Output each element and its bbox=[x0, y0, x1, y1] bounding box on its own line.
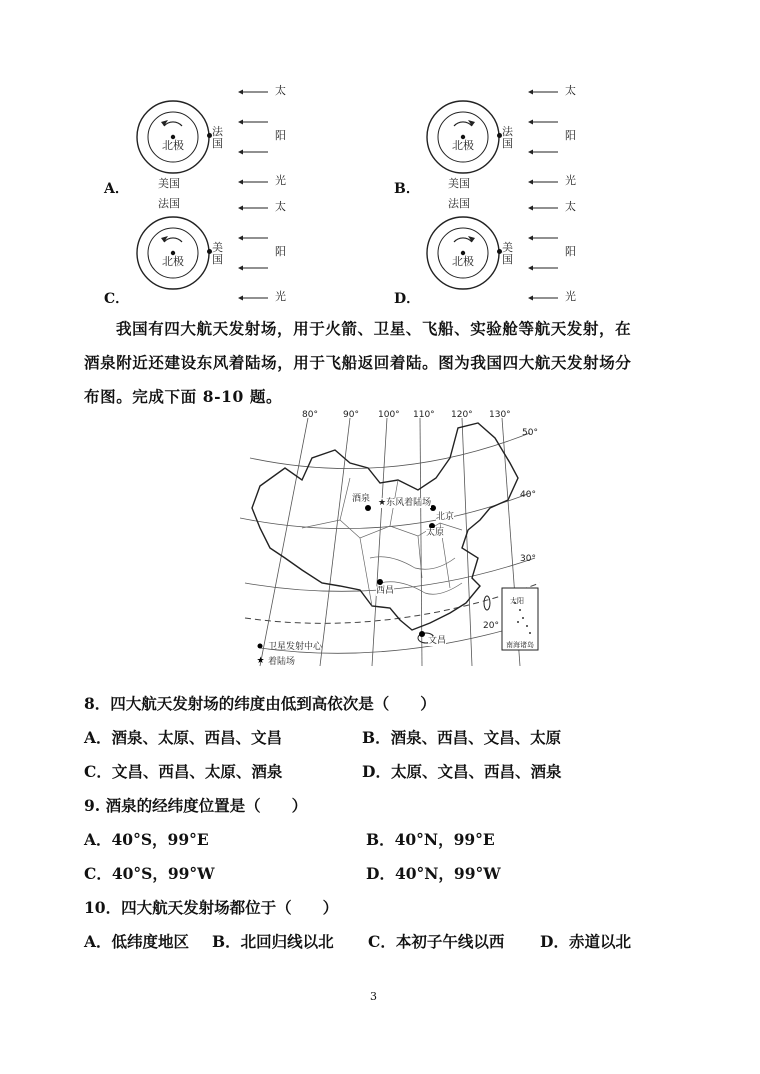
passage-line: 酒泉附近还建设东风着陆场，用于飞船返回着陆。图为我国四大航天发射场分 bbox=[84, 353, 632, 372]
sun-label-char: 阳 bbox=[565, 245, 576, 258]
diagram-option-a[interactable] bbox=[100, 82, 320, 192]
jiuquan-dot bbox=[365, 505, 371, 511]
north-pole-label: 北极 bbox=[162, 139, 184, 152]
passage-line: 我国有四大航天发射场，用于火箭、卫星、飞船、实验舱等航天发射，在 bbox=[116, 319, 632, 338]
city-label-xichang: 西昌 bbox=[376, 586, 395, 596]
lat-label: 30° bbox=[520, 554, 536, 564]
lon-label: 130° bbox=[489, 410, 511, 420]
lon-90-line bbox=[320, 418, 350, 666]
location-dot bbox=[207, 249, 212, 254]
question-stem: 8．四大航天发射场的纬度由低到高依次是（ ） bbox=[84, 694, 436, 713]
option-d[interactable]: D．太原、文昌、西昌、酒泉 bbox=[362, 762, 562, 781]
sun-label-char: 阳 bbox=[275, 129, 286, 142]
lat-label: 40° bbox=[520, 490, 536, 500]
location-label-bottom: 美国 bbox=[448, 177, 470, 190]
option-d[interactable]: D．40°N，99°W bbox=[366, 864, 501, 883]
diagram-option-c[interactable] bbox=[100, 198, 320, 308]
sun-label-char: 光 bbox=[275, 290, 286, 303]
city-label-taiyuan: 太原 bbox=[426, 528, 445, 538]
inset-title: 南海诸岛 bbox=[506, 641, 534, 649]
diagram-option-letter: B． bbox=[394, 181, 420, 197]
page-number: 3 bbox=[370, 990, 377, 1003]
lon-110-line bbox=[420, 418, 422, 666]
legend-dot bbox=[258, 644, 263, 649]
sun-label-char: 太 bbox=[275, 200, 286, 213]
option-b[interactable]: B．40°N，99°E bbox=[366, 830, 495, 849]
location-label-top: 法国 bbox=[448, 197, 470, 210]
taiwan-island bbox=[484, 596, 490, 610]
diagram-option-letter: A． bbox=[104, 181, 129, 197]
question-stem: 10．四大航天发射场都位于（ ） bbox=[84, 898, 339, 917]
option-c[interactable]: C．本初子午线以西 bbox=[368, 932, 505, 951]
passage-line: 布图。完成下面 8-10 题。 bbox=[84, 387, 283, 406]
location-label-right: 美国 bbox=[502, 241, 513, 266]
wenchang-dot bbox=[419, 631, 425, 637]
diagram-option-letter: C． bbox=[104, 291, 130, 307]
option-a[interactable]: A．40°S，99°E bbox=[84, 830, 209, 849]
diagram-option-d[interactable] bbox=[390, 198, 610, 308]
city-label-wenchang: 文昌 bbox=[428, 636, 447, 646]
option-b[interactable]: B．北回归线以北 bbox=[212, 932, 334, 951]
location-label-bottom: 美国 bbox=[158, 177, 180, 190]
legend-launch-label: 卫星发射中心 bbox=[268, 642, 323, 652]
xichang-dot bbox=[377, 579, 383, 585]
north-pole-label: 北极 bbox=[452, 255, 474, 268]
location-dot bbox=[497, 133, 502, 138]
diagram-option-b[interactable] bbox=[390, 82, 610, 192]
sun-label-char: 太 bbox=[565, 200, 576, 213]
north-pole-label: 北极 bbox=[162, 255, 184, 268]
sun-label-char: 光 bbox=[275, 174, 286, 187]
lon-100-line bbox=[372, 418, 387, 666]
option-b[interactable]: B．酒泉、西昌、文昌、太原 bbox=[362, 728, 562, 747]
lon-label: 100° bbox=[378, 410, 400, 420]
diagram-option-letter: D． bbox=[394, 291, 421, 307]
lon-label: 110° bbox=[413, 410, 435, 420]
legend-star: ★ bbox=[256, 656, 265, 666]
lat-label: 50° bbox=[522, 428, 538, 438]
sun-label-char: 阳 bbox=[565, 129, 576, 142]
option-c[interactable]: C．文昌、西昌、太原、酒泉 bbox=[84, 762, 283, 781]
city-label-beijing: 北京 bbox=[436, 512, 455, 522]
legend-landing-label: 着陆场 bbox=[268, 657, 296, 667]
city-label-landing: ★东风着陆场 bbox=[378, 498, 432, 508]
inset-label: 太阳 bbox=[510, 597, 524, 605]
location-label-right: 法国 bbox=[212, 125, 223, 150]
lat-label: 20° bbox=[483, 621, 499, 631]
sun-label-char: 光 bbox=[565, 290, 576, 303]
location-label-right: 美国 bbox=[212, 241, 223, 266]
lon-label: 120° bbox=[451, 410, 473, 420]
launch-site-map bbox=[240, 408, 540, 670]
passage bbox=[84, 312, 704, 414]
option-a[interactable]: A．酒泉、太原、西昌、文昌 bbox=[84, 728, 283, 747]
city-label-jiuquan: 酒泉 bbox=[352, 494, 371, 504]
location-dot bbox=[497, 249, 502, 254]
location-label-top: 法国 bbox=[158, 197, 180, 210]
question-stem: 9. 酒泉的经纬度位置是（ ） bbox=[84, 796, 308, 815]
lon-label: 90° bbox=[343, 410, 359, 420]
north-pole-label: 北极 bbox=[452, 139, 474, 152]
lon-label: 80° bbox=[302, 410, 318, 420]
lat-50-line bbox=[250, 433, 530, 469]
option-d[interactable]: D．赤道以北 bbox=[540, 932, 631, 951]
location-label-right: 法国 bbox=[502, 125, 513, 150]
sun-label-char: 太 bbox=[565, 84, 576, 97]
location-dot bbox=[207, 133, 212, 138]
option-a[interactable]: A．低纬度地区 bbox=[84, 932, 190, 951]
sun-label-char: 光 bbox=[565, 174, 576, 187]
river bbox=[370, 557, 455, 570]
sun-label-char: 阳 bbox=[275, 245, 286, 258]
sun-label-char: 太 bbox=[275, 84, 286, 97]
option-c[interactable]: C．40°S，99°W bbox=[84, 864, 215, 883]
